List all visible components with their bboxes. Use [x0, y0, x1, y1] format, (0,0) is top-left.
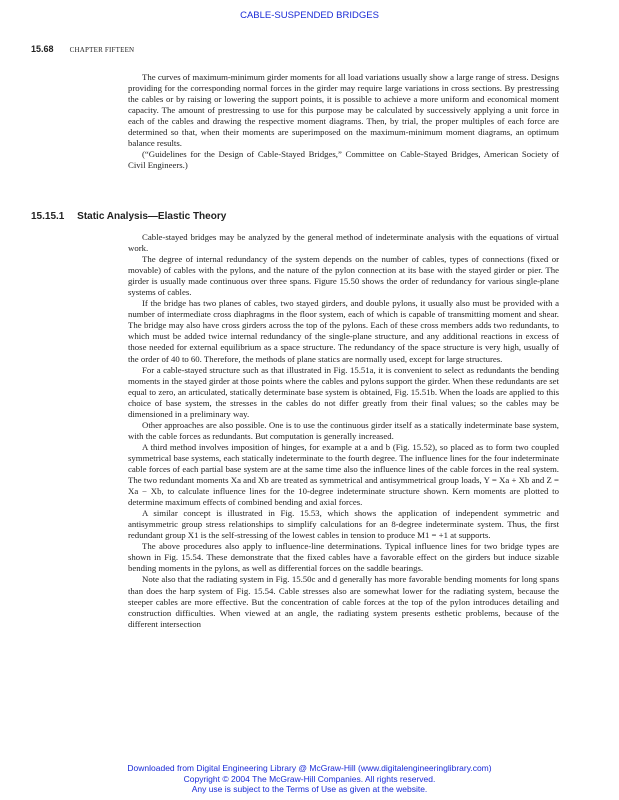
page-header — [31, 44, 134, 54]
footer-notice — [0, 763, 619, 795]
terms-of-use-link[interactable]: Any use is subject to the Terms of Use as given at the website. — [191, 784, 428, 794]
chapter-label: CHAPTER FIFTEEN — [69, 46, 135, 54]
page-number: 15.68 — [31, 44, 54, 54]
paragraph: A third method involves imposition of hinges, for example at a and b (Fig. 15.52), so placed as to form two coupled symmetrical base systems, each statically indeterminate to the fourth degree. The influence lines for the four indeterminate cable forces of each partial base system are at the same time also the influence lines of the cable forces in the real system. The two redundant moments Xa and Xb are treated as symmetrical and antisymmetrical group loads, Y = Xa + Xb and Z = Xa − Xb, to calculate influence lines for the 10-degree indeterminate structure shown. Kern moments are plotted to determine maximum effects of combined bending and axial forces. — [128, 441, 559, 508]
section-heading — [31, 211, 226, 222]
paragraph: Cable-stayed bridges may be analyzed by the general method of indeterminate analysis with the equations of virtual work. — [128, 232, 559, 254]
section-body — [128, 232, 559, 630]
running-banner: CABLE-SUSPENDED BRIDGES — [240, 10, 379, 21]
paragraph: (“Guidelines for the Design of Cable-Stayed Bridges,” Committee on Cable-Stayed Bridges, American Society of Civil Engineers.) — [128, 149, 559, 171]
download-link[interactable]: Downloaded from Digital Engineering Library @ McGraw-Hill (www.digitalengineeringlibrary.com) — [127, 763, 492, 773]
section-number: 15.15.1 — [31, 211, 65, 222]
paragraph: The curves of maximum-minimum girder moments for all load variations usually show a large range of stress. Designs providing for the corresponding normal forces in the girder may require large variations in cross sections. By prestressing the cables or by raising or lowering the support points, it is possible to achieve a more uniform and economical moment capacity. The amount of prestressing to use for this purpose may be calculated by successively applying a unit force in each of the cables and drawing the respective moment diagrams. Then, by trial, the proper multiples of each force are determined so that, when their moments are superimposed on the maximum-minimum moment diagrams, an optimum balance results. — [128, 72, 559, 149]
paragraph: A similar concept is illustrated in Fig. 15.53, which shows the application of independent symmetric and antisymmetric group stress relationships to simplify calculations for an 8-degree indeterminate system. Thus, the first redundant group X1 is the self-stressing of the lowest cables in tension to produce M1 = +1 at supports. — [128, 508, 559, 541]
paragraph: The above procedures also apply to influence-line determinations. Typical influence lines for two bridge types are shown in Fig. 15.54. These demonstrate that the fixed cables have a favorable effect on the girders but induce sizable bending moments in the pylons, as well as differential forces on the saddle bearings. — [128, 541, 559, 574]
paragraph: Other approaches are also possible. One is to use the continuous girder itself as a statically indeterminate base system, with the cable forces as redundants. But computation is generally increased. — [128, 419, 559, 441]
section-title: Static Analysis—Elastic Theory — [77, 211, 227, 222]
paragraph: If the bridge has two planes of cables, two stayed girders, and double pylons, it usually also must be provided with a number of intermediate cross diaphragms in the floor system, each of which is capable of transmitting moment and shear. The bridge may also have cross girders across the top of the pylons. Each of these cross members adds two redundants, to which must be added twice internal redundancy of the single-plane structure, and any additional reactions in excess of those needed for external equilibrium as a space structure. The redundancy of the space structure is very high, usually of the order of 40 to 60. Therefore, the methods of plane statics are normally used, except for large structures. — [128, 298, 559, 364]
intro-text — [128, 72, 559, 171]
paragraph: Note also that the radiating system in Fig. 15.50c and d generally has more favorable bending moments for long spans than does the harp system of Fig. 15.54. Cable stresses also are somewhat lower for the radiating system, because the steeper cables are more effective. But the concentration of cable forces at the top of the pylon introduces detailing and construction difficulties. When viewed at an angle, the radiating system presents esthetic problems, because of the different intersection — [128, 574, 559, 629]
paragraph: For a cable-stayed structure such as that illustrated in Fig. 15.51a, it is convenient to select as redundants the bending moments in the stayed girder at those points where the cables and pylons support the girder. When these redundants are set equal to zero, an articulated, statically determinate base system is obtained, Fig. 15.51b. When the loads are applied to this choice of base system, the stresses in the cables do not differ greatly from their final values; so the cables may be dimensioned in a preliminary way. — [128, 364, 559, 419]
copyright-line: Copyright © 2004 The McGraw-Hill Companies. All rights reserved. — [183, 773, 436, 784]
paragraph: The degree of internal redundancy of the system depends on the number of cables, types of connections (fixed or movable) of cables with the pylons, and the nature of the pylon connection at its base with the stayed girder or pier. The girder is usually made continuous over three spans. Figure 15.50 shows the order of redundancy for various single-plane systems of cables. — [128, 254, 559, 298]
